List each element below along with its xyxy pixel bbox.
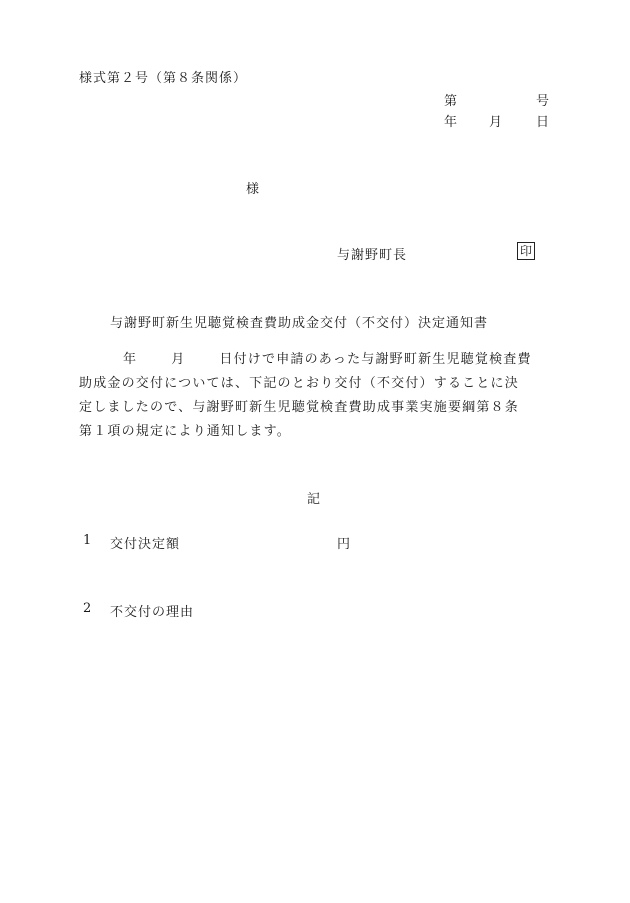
body-line-1-month: 月 <box>171 352 186 367</box>
notes-heading: 記 <box>307 492 321 507</box>
item-1-unit: 円 <box>337 537 351 552</box>
seal-mark <box>517 242 535 260</box>
body-line-2: 助成金の交付については、下記のとおり交付（不交付）することに決 <box>79 376 519 391</box>
item-1-label: 交付決定額 <box>110 537 181 552</box>
item-2-number: 2 <box>83 601 92 616</box>
issuer-title: 与謝野町長 <box>337 248 408 263</box>
item-1-number: 1 <box>83 533 92 548</box>
seal-label: 印 <box>517 242 535 260</box>
body-line-4: 第１項の規定により通知します。 <box>79 424 291 439</box>
body-line-1-rest: 日付けで申請のあった与謝野町新生児聴覚検査費 <box>219 352 532 367</box>
body-line-1 <box>79 348 554 372</box>
doc-number-prefix: 第 <box>444 94 458 109</box>
body-line-1-year: 年 <box>123 352 138 367</box>
doc-number-suffix: 号 <box>536 94 550 109</box>
date-month: 月 <box>489 115 503 130</box>
item-2-label: 不交付の理由 <box>110 605 195 620</box>
form-label: 様式第２号（第８条関係） <box>79 71 248 86</box>
body-paragraph <box>79 348 554 444</box>
date-day: 日 <box>536 115 550 130</box>
body-line-3: 定しましたので、与謝野町新生児聴覚検査費助成事業実施要綱第８条 <box>79 400 519 415</box>
date-year: 年 <box>444 115 458 130</box>
document-title: 与謝野町新生児聴覚検査費助成金交付（不交付）決定通知書 <box>110 316 489 331</box>
addressee-honorific: 様 <box>246 182 260 197</box>
